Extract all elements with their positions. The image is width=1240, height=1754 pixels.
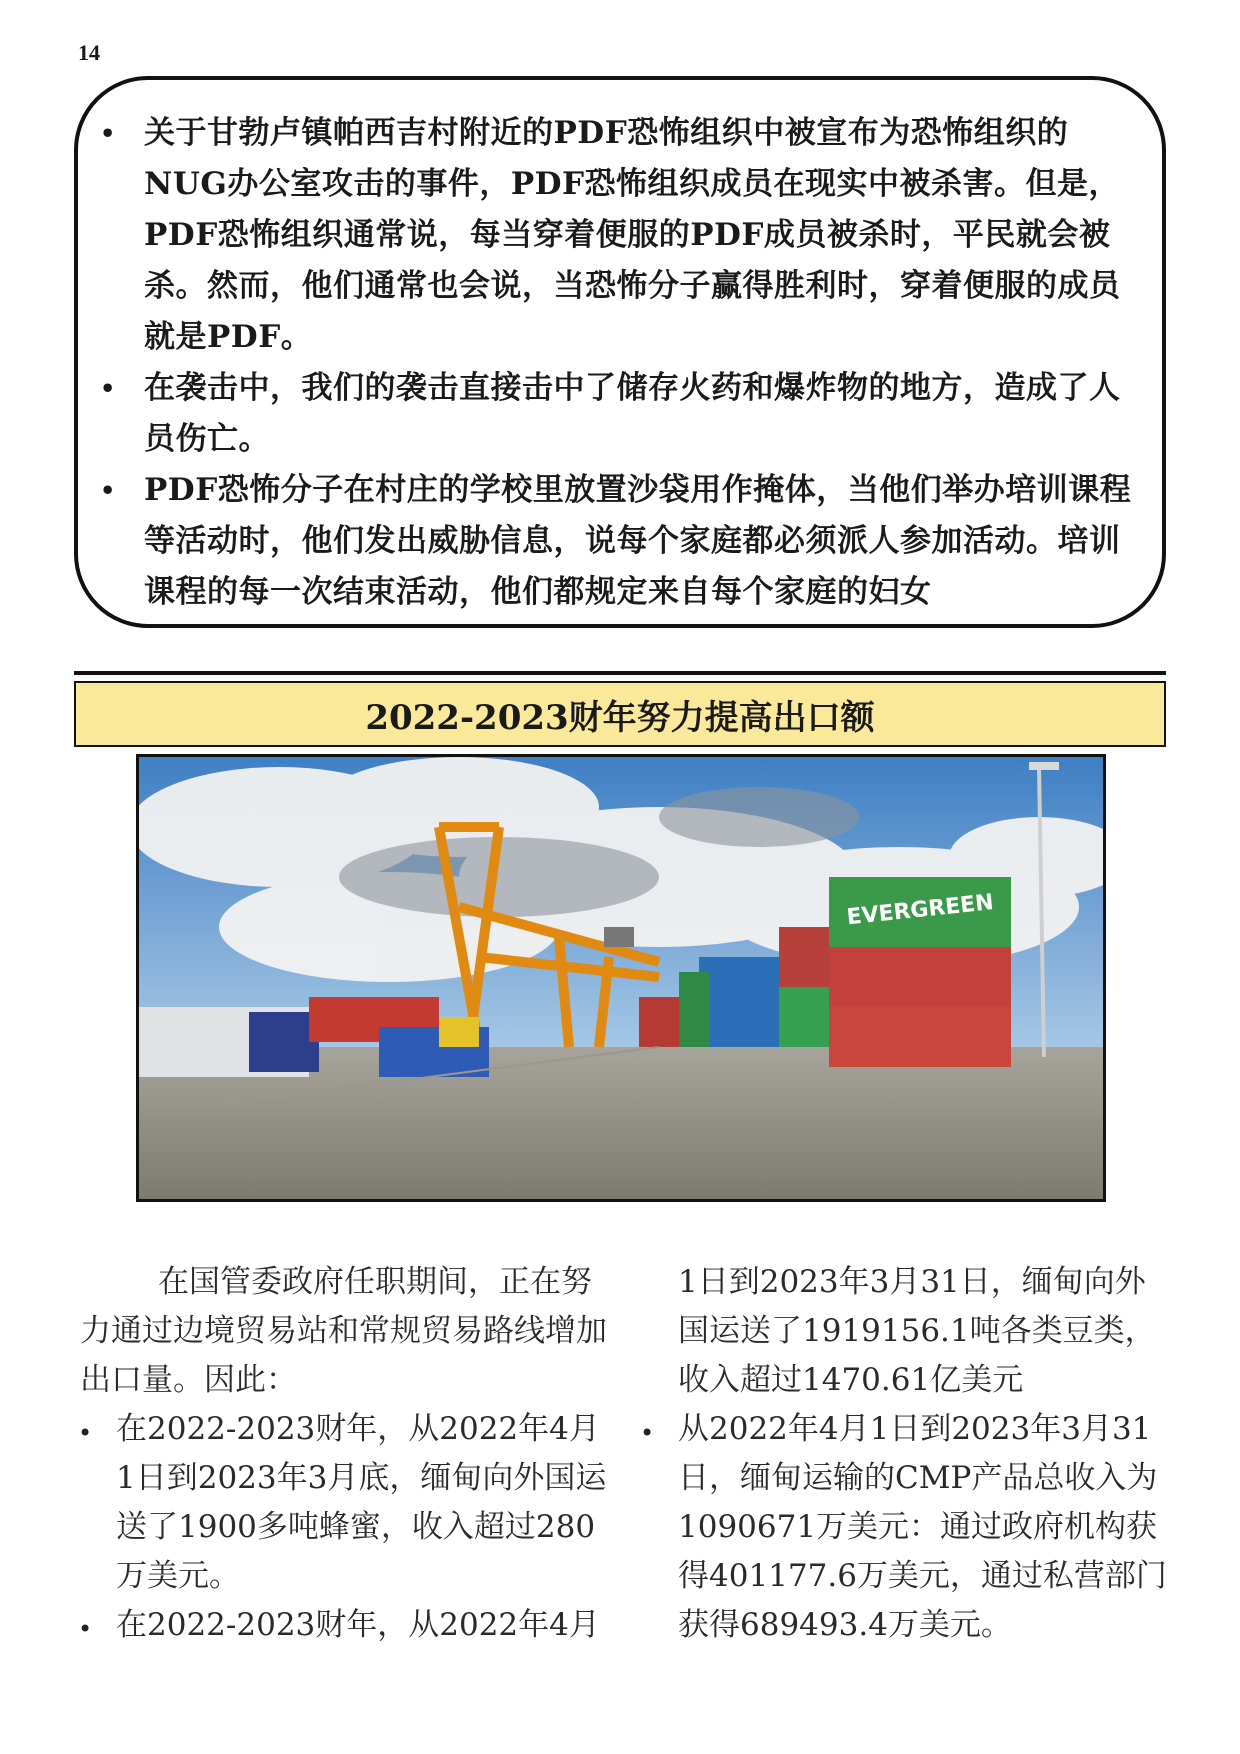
page-number: 14: [78, 40, 100, 65]
article-bullets-right: [642, 1405, 1172, 1650]
article-bullet-beans-cont: 1日到2023年3月31日，缅甸向外国运送了1919156.1吨各类豆类，收入超过1470.61亿美元: [678, 1264, 1156, 1398]
article-right-column: [642, 1258, 1172, 1650]
section-title: 2022-2023财年努力提高出口额: [74, 681, 1166, 747]
box-bullet-3: • PDF恐怖分子在村庄的学校里放置沙袋用作掩体，当他们举办培训课程等活动时，他们发出威胁信息，说每个家庭都必须派人参加活动。培训课程的每一次结束活动，他们都规定来自每个家庭的妇女: [144, 465, 1144, 618]
article-bullet-beans-start: • 在2022-2023财年，从2022年4月: [80, 1601, 610, 1650]
evergreen-label: EVERGREEN: [845, 890, 995, 931]
box-bullet-2: • 在袭击中，我们的袭击直接击中了储存火药和爆炸物的地方，造成了人员伤亡。: [144, 363, 1144, 465]
article-intro: 在国管委政府任职期间，正在努力通过边境贸易站和常规贸易路线增加出口量。因此：: [80, 1264, 607, 1398]
port-photo: [136, 754, 1106, 1202]
section-divider: [74, 671, 1166, 675]
article-left-column: [80, 1258, 610, 1650]
port-scene-illustration: [139, 757, 1103, 1199]
bullet-box: [74, 76, 1166, 628]
article-bullet-honey: • 在2022-2023财年，从2022年4月1日到2023年3月底，缅甸向外国运送了1900多吨蜂蜜，收入超过280万美元。: [80, 1405, 610, 1601]
article-bullets-left: [80, 1405, 610, 1650]
article-bullet-cmp: • 从2022年4月1日到2023年3月31日，缅甸运输的CMP产品总收入为1090671万美元：通过政府机构获得401177.6万美元，通过私营部门获得689493.4万美元。: [642, 1405, 1172, 1650]
box-bullet-list: [144, 108, 1144, 618]
box-bullet-1: • 关于甘勃卢镇帕西吉村附近的PDF恐怖组织中被宣布为恐怖组织的NUG办公室攻击的事件，PDF恐怖组织成员在现实中被杀害。但是，PDF恐怖组织通常说，每当穿着便服的PDF成员被杀时，平民就会被杀。然而，他们通常也会说，当恐怖分子赢得胜利时，穿着便服的成员就是PDF。: [144, 108, 1144, 363]
